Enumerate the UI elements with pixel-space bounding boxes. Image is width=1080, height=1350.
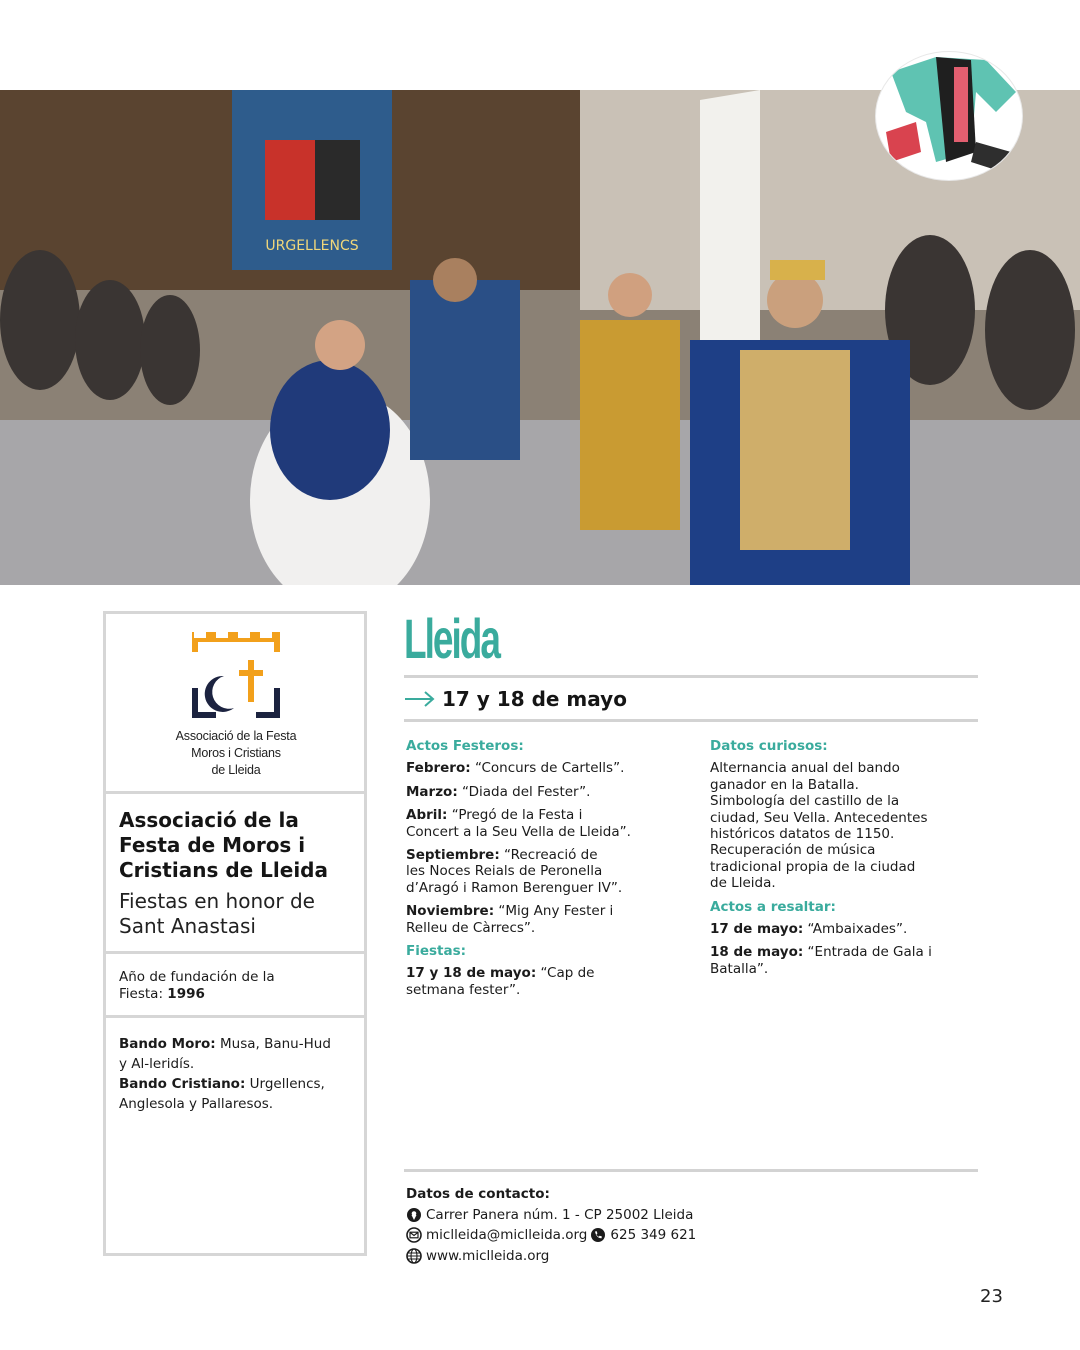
curiosos-line-6: Recuperación de música bbox=[710, 842, 876, 859]
divider-contact bbox=[404, 1169, 978, 1172]
contact-heading bbox=[406, 1184, 696, 1205]
event-septiembre-text-1: “Recreació de bbox=[504, 847, 598, 864]
page-number: 23 bbox=[980, 1286, 1003, 1307]
event-marzo-line-1 bbox=[406, 784, 696, 800]
name-section bbox=[106, 794, 364, 954]
fiestas-text-1: “Cap de bbox=[540, 965, 595, 982]
phone-icon bbox=[590, 1227, 606, 1243]
event-noviembre-label: Noviembre: bbox=[406, 903, 495, 920]
costume-illustration-icon bbox=[876, 52, 1022, 180]
festival-dedication-line-1: Fiestas en honor de bbox=[119, 889, 315, 913]
association-name-line-3: Cristians de Lleida bbox=[119, 858, 328, 882]
event-septiembre-text-2: les Noces Reials de Peronella bbox=[406, 863, 603, 880]
highlight-17-label: 17 de mayo: bbox=[710, 921, 804, 938]
bando-cristiano-text-1: Urgellencs, bbox=[249, 1076, 325, 1092]
highlight-18-mayo bbox=[710, 944, 980, 977]
contact-heading-text: Datos de contacto: bbox=[406, 1186, 550, 1202]
event-febrero-label: Febrero: bbox=[406, 760, 471, 777]
bando-cristiano-text-2: Anglesola y Pallaresos. bbox=[119, 1096, 274, 1112]
logo-caption bbox=[156, 728, 316, 779]
divider-top bbox=[404, 675, 978, 678]
logo-section bbox=[106, 614, 364, 794]
contact-email[interactable]: miclleida@miclleida.org bbox=[426, 1227, 588, 1243]
event-septiembre bbox=[406, 847, 696, 896]
bando-moro-text-1: Musa, Banu-Hud bbox=[220, 1036, 331, 1052]
event-marzo bbox=[406, 784, 696, 800]
fiestas-entry bbox=[406, 965, 696, 998]
highlight-18-line-1 bbox=[710, 944, 980, 960]
foundation-year-line bbox=[119, 986, 364, 1003]
bando-cristiano-line bbox=[119, 1074, 354, 1094]
curiosos-line-5: históricos datatos de 1150. bbox=[710, 826, 895, 843]
foundation-year-label: Año de fundación de la bbox=[119, 969, 275, 985]
date-row bbox=[404, 684, 627, 714]
event-septiembre-label: Septiembre: bbox=[406, 847, 500, 864]
festival-dedication-line-2: Sant Anastasi bbox=[119, 914, 256, 938]
fiestas-heading: Fiestas: bbox=[406, 943, 467, 960]
contact-phone[interactable]: 625 349 621 bbox=[610, 1227, 697, 1243]
envelope-icon bbox=[406, 1227, 422, 1243]
highlight-17-line-1 bbox=[710, 921, 980, 937]
highlight-17-mayo bbox=[710, 921, 980, 937]
event-septiembre-text-3: d’Aragó i Ramon Berenguer IV”. bbox=[406, 879, 623, 896]
foundation-year-section bbox=[106, 954, 364, 1018]
globe-icon bbox=[406, 1248, 422, 1264]
event-abril bbox=[406, 807, 696, 840]
bando-moro-text-2: y Al-leridís. bbox=[119, 1056, 195, 1072]
event-febrero-line-1 bbox=[406, 760, 696, 776]
event-marzo-label: Marzo: bbox=[406, 783, 458, 800]
association-name-line-2: Festa de Moros i bbox=[119, 833, 306, 857]
event-abril-line-1 bbox=[406, 807, 696, 823]
event-febrero-text-1: “Concurs de Cartells”. bbox=[474, 760, 625, 777]
bando-cristiano-label: Bando Cristiano: bbox=[119, 1076, 246, 1092]
event-noviembre bbox=[406, 903, 696, 936]
event-abril-text-2: Concert a la Seu Vella de Lleida”. bbox=[406, 823, 631, 840]
logo-caption-line-3: de Lleida bbox=[211, 763, 261, 777]
fiestas-label: 17 y 18 de mayo: bbox=[406, 965, 537, 982]
datos-curiosos-text bbox=[710, 760, 980, 891]
bands-section bbox=[106, 1018, 364, 1114]
event-septiembre-line-1 bbox=[406, 847, 696, 863]
event-noviembre-line-1 bbox=[406, 903, 696, 919]
association-name bbox=[119, 808, 364, 883]
facts-column bbox=[710, 738, 980, 984]
actos-resaltar-heading: Actos a resaltar: bbox=[710, 898, 836, 915]
fiestas-text-2: setmana fester”. bbox=[406, 981, 521, 998]
foundation-year-value: 1996 bbox=[167, 986, 205, 1002]
festival-date: 17 y 18 de mayo bbox=[442, 687, 627, 711]
curiosos-line-4: ciudad, Seu Vella. Antecedentes bbox=[710, 809, 928, 826]
highlight-18-label: 18 de mayo: bbox=[710, 944, 804, 961]
contact-address-row bbox=[406, 1205, 696, 1226]
banner-text: URGELLENCS bbox=[265, 238, 359, 254]
highlight-18-text-1: “Entrada de Gala i bbox=[807, 944, 932, 961]
castle-moon-cross-logo-icon bbox=[156, 630, 316, 725]
curiosos-line-3: Simbología del castillo de la bbox=[710, 793, 900, 810]
bando-moro-line bbox=[119, 1034, 354, 1054]
association-logo bbox=[156, 630, 316, 780]
city-title: Lleida bbox=[404, 607, 499, 670]
divider-under-date bbox=[404, 719, 978, 722]
association-name-line-1: Associació de la bbox=[119, 808, 299, 832]
logo-caption-line-1: Associació de la Festa bbox=[175, 729, 297, 743]
event-abril-label: Abril: bbox=[406, 807, 448, 824]
contact-web-row bbox=[406, 1246, 696, 1267]
event-noviembre-text-2: Relleu de Càrrecs”. bbox=[406, 919, 536, 936]
curiosos-line-8: de Lleida. bbox=[710, 875, 776, 892]
actos-festeros-heading: Actos Festeros: bbox=[406, 738, 524, 754]
festival-dedication bbox=[119, 889, 364, 939]
curiosos-line-1: Alternancia anual del bando bbox=[710, 760, 900, 777]
arrow-right-icon bbox=[404, 689, 436, 709]
bando-moro-label: Bando Moro: bbox=[119, 1036, 216, 1052]
highlight-17-text-1: “Ambaixades”. bbox=[807, 921, 908, 938]
curiosos-line-2: ganador en la Batalla. bbox=[710, 776, 859, 793]
events-column bbox=[406, 738, 696, 1005]
event-febrero bbox=[406, 760, 696, 776]
fiestas-line-1 bbox=[406, 965, 696, 981]
contact-block bbox=[406, 1184, 696, 1266]
event-noviembre-text-1: “Mig Any Fester i bbox=[498, 903, 614, 920]
event-abril-text-1: “Pregó de la Festa i bbox=[451, 807, 583, 824]
event-marzo-text-1: “Diada del Fester”. bbox=[462, 783, 591, 800]
association-card bbox=[103, 611, 367, 1256]
contact-address: Carrer Panera núm. 1 - CP 25002 Lleida bbox=[426, 1206, 694, 1223]
logo-caption-line-2: Moros i Cristians bbox=[191, 746, 281, 760]
highlight-18-text-2: Batalla”. bbox=[710, 960, 769, 977]
costume-badge bbox=[876, 52, 1022, 180]
contact-email-phone-row bbox=[406, 1225, 696, 1246]
curiosos-line-7: tradicional propia de la ciudad bbox=[710, 858, 916, 875]
contact-website[interactable]: www.miclleida.org bbox=[426, 1247, 550, 1264]
foundation-year-prefix: Fiesta: bbox=[119, 986, 163, 1002]
datos-curiosos-heading: Datos curiosos: bbox=[710, 738, 828, 754]
location-pin-icon bbox=[406, 1207, 422, 1223]
